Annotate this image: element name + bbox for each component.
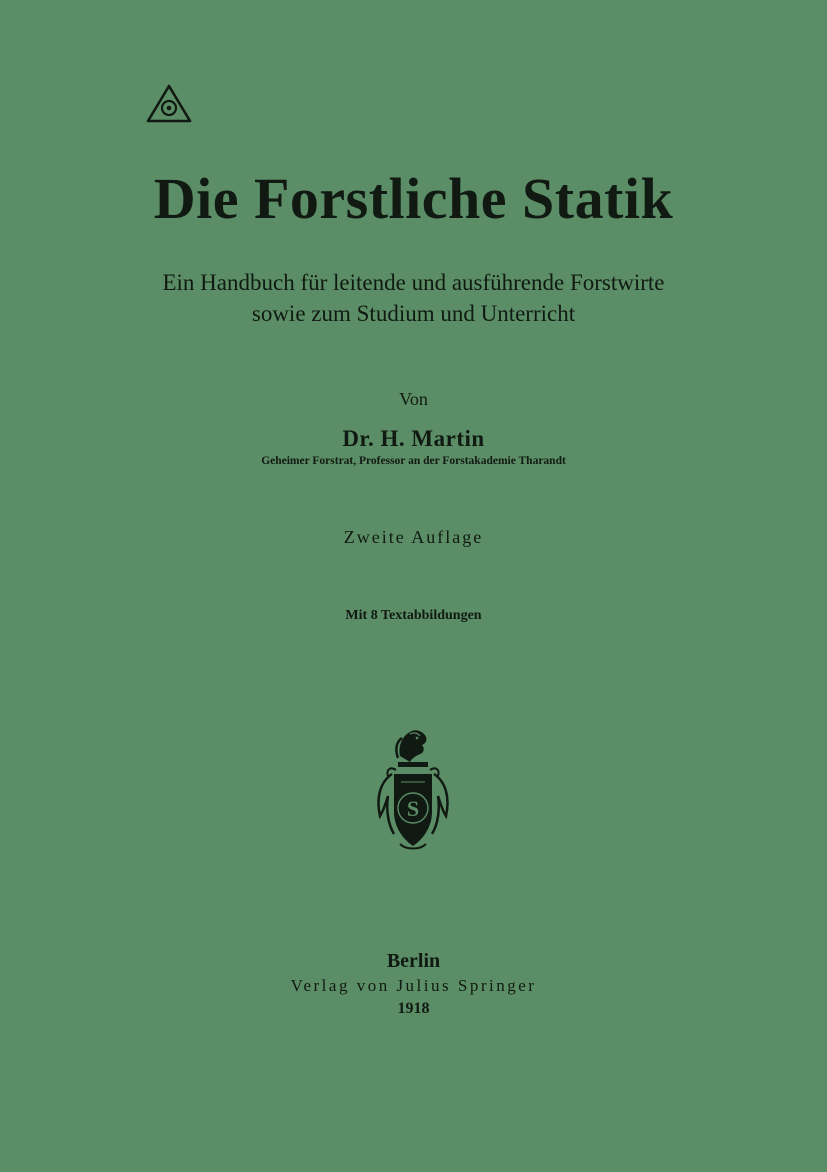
svg-text:S: S: [406, 796, 420, 821]
book-title: Die Forstliche Statik: [153, 166, 674, 231]
publication-year: 1918: [397, 1000, 430, 1017]
triangle-emblem-icon: [146, 84, 192, 124]
by-label: Von: [399, 389, 428, 409]
subtitle-line-1: Ein Handbuch für leitende und ausführende Forstwirte: [162, 270, 665, 295]
publisher-city: Berlin: [386, 950, 441, 972]
subtitle-line-2: sowie zum Studium und Unterricht: [251, 301, 576, 326]
illustrations-note: Mit 8 Textabbildungen: [345, 608, 482, 623]
edition-label: Zweite Auflage: [343, 527, 484, 547]
publisher-device-icon: [370, 726, 456, 854]
author-position: Geheimer Forstrat, Professor an der Forstakademie Tharandt: [261, 455, 566, 467]
author-name: Dr. H. Martin: [342, 426, 485, 451]
publisher-name: Verlag von Julius Springer: [290, 976, 537, 995]
